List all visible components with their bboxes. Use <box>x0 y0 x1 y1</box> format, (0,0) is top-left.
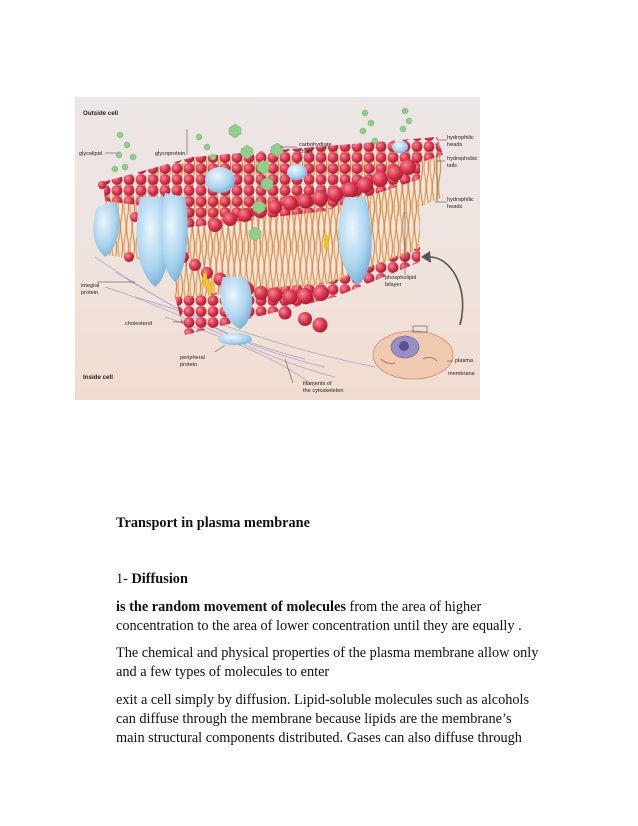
paragraph-definition <box>116 598 536 636</box>
definition-line-2: concentration to the area of lower concentration until they are equally . <box>116 618 522 634</box>
label-phospholipid-bilayer-1: phospholipid <box>385 275 417 281</box>
label-filaments-2: the cytoskeleton <box>303 388 344 394</box>
cell-membrane-figure <box>75 97 480 400</box>
peripheral-protein <box>218 333 252 345</box>
subsection-title <box>116 570 536 589</box>
label-hydrophobic-tails-2: tails <box>447 163 457 169</box>
label-carbohydrate-chain-2: chain <box>299 149 313 155</box>
label-integral-protein-1: integral <box>81 283 100 289</box>
membrane-illustration <box>75 97 480 400</box>
subsection-number: 1- <box>116 571 132 587</box>
label-inside-cell: Inside cell <box>83 374 113 381</box>
paragraph-diffusion <box>116 691 536 748</box>
diffusion-line-1: exit a cell simply by diffusion. Lipid-soluble molecules such as alcohols <box>116 692 530 708</box>
label-outside-cell: Outside cell <box>83 110 119 117</box>
label-hydrophilic-heads-bottom-2: heads <box>447 204 463 210</box>
label-carbohydrate-chain-1: carbohydrate <box>299 142 332 148</box>
properties-line-2: and a few types of molecules to enter <box>116 664 330 680</box>
properties-line-1: The chemical and physical properties of the plasma membrane allow only <box>116 645 539 661</box>
label-phospholipid-bilayer-2: bilayer <box>385 282 402 288</box>
label-filaments-1: filaments of <box>303 381 332 387</box>
label-hydrophilic-heads-top-2: heads <box>447 142 463 148</box>
label-glycolipid: glycolipid <box>79 151 103 157</box>
label-peripheral-protein-1: peripheral <box>180 355 205 361</box>
section-heading: Transport in plasma membrane <box>116 515 310 531</box>
diffusion-line-3: main structural components distributed. Gases can also diffuse through <box>116 730 522 746</box>
label-plasma-membrane-1: plasma <box>455 358 474 364</box>
definition-text: from the area of higher <box>345 599 482 615</box>
label-plasma-membrane-2: membrane <box>448 371 475 377</box>
subsection-name: Diffusion <box>131 571 188 587</box>
label-hydrophobic-tails-1: hydrophobic <box>447 156 478 162</box>
label-hydrophilic-heads-bottom-1: hydrophilic <box>447 197 474 203</box>
label-peripheral-protein-2: protein <box>180 362 198 368</box>
label-hydrophilic-heads-top-1: hydrophilic <box>447 135 474 141</box>
definition-bold-text: is the random movement of molecules <box>116 599 346 615</box>
label-glycoprotein: glycoprotein <box>155 151 186 157</box>
label-cholesterol: cholesterol <box>125 321 153 327</box>
label-integral-protein-2: protein <box>81 290 99 296</box>
paragraph-properties <box>116 644 539 682</box>
diffusion-line-2: can diffuse through the membrane because lipids are the membrane’s <box>116 711 512 727</box>
